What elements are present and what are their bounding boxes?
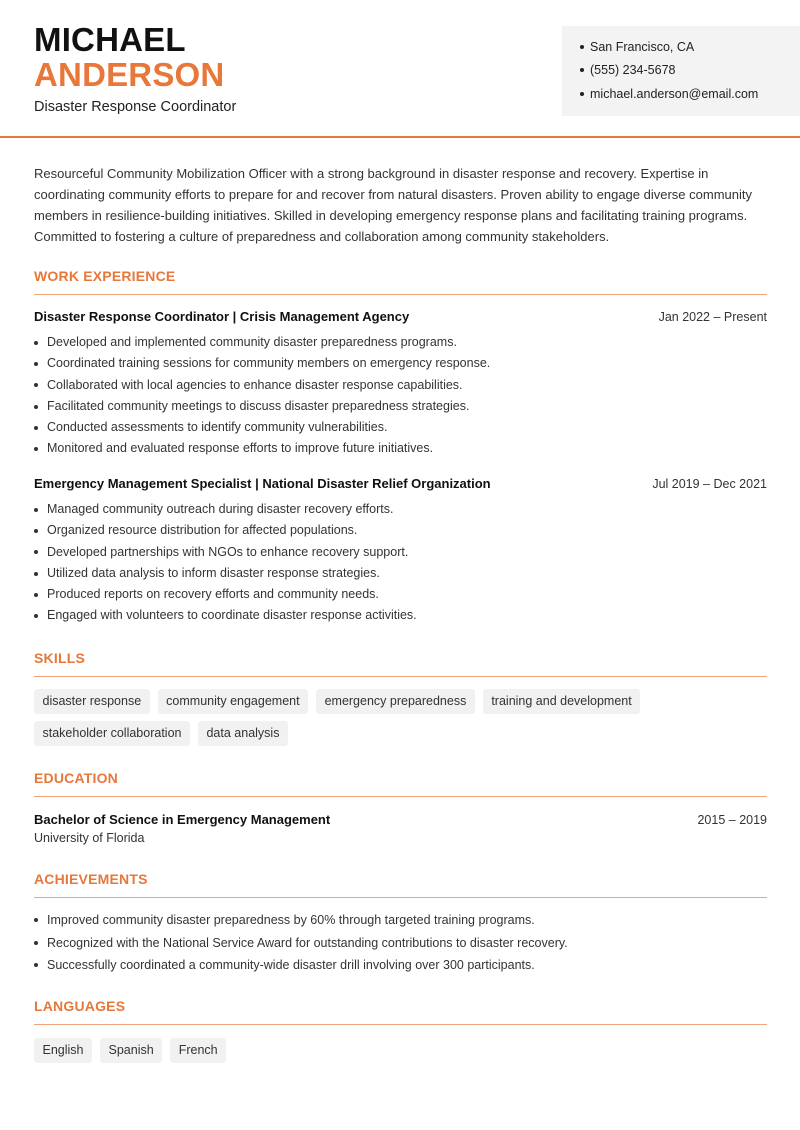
list-item <box>34 605 767 626</box>
summary: Resourceful Community Mobilization Officer with a strong background in disaster response and recovery. Expertise in coordinating community efforts to prepare for and recover from natural disasters. Proven ability to engage diverse community members in resilience-building initiatives. Skilled in developing emergency response plans and facilitating training programs. Committed to fostering a culture of preparedness and collaboration among community stakeholders. <box>34 166 752 244</box>
bullet-icon <box>34 593 38 597</box>
job-header <box>34 309 767 324</box>
list-item <box>34 520 767 541</box>
list-item <box>34 417 767 438</box>
list-item <box>34 542 767 563</box>
section-divider <box>34 294 767 295</box>
list-item <box>34 563 767 584</box>
list-item <box>34 584 767 605</box>
skill-tag: training and development <box>483 689 640 714</box>
list-item-text: Coordinated training sessions for community members on emergency response. <box>47 356 491 371</box>
achievements-list <box>34 909 767 977</box>
education-header <box>34 812 767 827</box>
list-item <box>34 909 767 932</box>
list-item <box>34 353 767 374</box>
bullet-icon <box>34 614 38 618</box>
list-item-text: Utilized data analysis to inform disaster response strategies. <box>47 565 380 580</box>
first-name: MICHAEL <box>34 21 186 58</box>
section-title-education: EDUCATION <box>34 770 118 786</box>
bullet-icon <box>34 405 38 409</box>
bullet-icon <box>34 918 38 922</box>
list-item-text: Managed community outreach during disaster recovery efforts. <box>47 502 394 516</box>
resume-header <box>0 0 800 138</box>
section-title-achievements: ACHIEVEMENTS <box>34 871 148 887</box>
skill-tag: community engagement <box>158 689 308 714</box>
section-divider <box>34 897 767 898</box>
job-bullets <box>34 332 767 460</box>
contact-location <box>580 40 694 54</box>
contact-box <box>562 26 800 116</box>
section-divider <box>34 796 767 797</box>
skill-tag: disaster response <box>34 689 150 714</box>
section-title-work: WORK EXPERIENCE <box>34 268 176 284</box>
section-divider <box>34 676 767 677</box>
bullet-icon <box>34 963 38 967</box>
job-role: Disaster Response Coordinator | Crisis Management Agency <box>34 309 410 324</box>
bullet-icon <box>34 529 38 533</box>
language-tag: Spanish <box>100 1038 162 1063</box>
list-item-text: Recognized with the National Service Award for outstanding contributions to disaster recovery. <box>47 935 568 950</box>
education-degree: Bachelor of Science in Emergency Management <box>34 812 331 827</box>
bullet-icon <box>34 941 38 945</box>
section-title-languages: LANGUAGES <box>34 998 126 1014</box>
language-tag: French <box>170 1038 226 1063</box>
bullet-icon <box>34 383 38 387</box>
list-item <box>34 332 767 353</box>
list-item <box>34 375 767 396</box>
education-school: University of Florida <box>34 831 145 845</box>
list-item-text: Successfully coordinated a community-wide disaster drill involving over 300 participants. <box>47 958 535 972</box>
skill-tag: data analysis <box>198 721 288 746</box>
last-name: ANDERSON <box>34 56 225 93</box>
skills-list <box>34 689 767 753</box>
job-dates: Jul 2019 – Dec 2021 <box>652 477 767 491</box>
list-item-text: Produced reports on recovery efforts and community needs. <box>47 587 379 602</box>
job-bullets <box>34 499 767 627</box>
contact-email <box>580 87 758 101</box>
bullet-icon <box>580 68 584 72</box>
list-item-text: Developed and implemented community disaster preparedness programs. <box>47 335 457 349</box>
list-item-text: Engaged with volunteers to coordinate disaster response activities. <box>47 608 417 623</box>
bullet-icon <box>34 447 38 451</box>
bullet-icon <box>34 426 38 430</box>
bullet-icon <box>34 572 38 576</box>
education-dates: 2015 – 2019 <box>697 813 767 827</box>
phone-text: (555) 234-5678 <box>590 63 676 77</box>
contact-phone <box>580 63 675 77</box>
list-item-text: Monitored and evaluated response efforts to improve future initiatives. <box>47 441 434 456</box>
bullet-icon <box>580 45 584 49</box>
list-item <box>34 499 767 520</box>
skill-tag: emergency preparedness <box>316 689 475 714</box>
email-text: michael.anderson@email.com <box>590 87 759 101</box>
list-item-text: Conducted assessments to identify community vulnerabilities. <box>47 420 388 435</box>
list-item-text: Organized resource distribution for affected populations. <box>47 523 358 538</box>
languages-list <box>34 1038 767 1070</box>
section-title-skills: SKILLS <box>34 650 85 666</box>
bullet-icon <box>580 92 584 96</box>
list-item-text: Developed partnerships with NGOs to enhance recovery support. <box>47 544 409 559</box>
bullet-icon <box>34 550 38 554</box>
bullet-icon <box>34 341 38 345</box>
list-item <box>34 954 767 977</box>
job-header <box>34 476 767 491</box>
skill-tag: stakeholder collaboration <box>34 721 190 746</box>
job-dates: Jan 2022 – Present <box>658 310 767 324</box>
list-item-text: Improved community disaster preparedness by 60% through targeted training programs. <box>47 913 535 927</box>
location-text: San Francisco, CA <box>590 40 695 54</box>
list-item-text: Facilitated community meetings to discuss disaster preparedness strategies. <box>47 398 470 413</box>
language-tag: English <box>34 1038 92 1063</box>
section-divider <box>34 1024 767 1025</box>
list-item <box>34 396 767 417</box>
list-item <box>34 932 767 955</box>
list-item-text: Collaborated with local agencies to enhance disaster response capabilities. <box>47 377 463 392</box>
job-title: Disaster Response Coordinator <box>34 99 237 115</box>
list-item <box>34 438 767 459</box>
bullet-icon <box>34 362 38 366</box>
bullet-icon <box>34 508 38 512</box>
job-role: Emergency Management Specialist | National Disaster Relief Organization <box>34 476 491 491</box>
